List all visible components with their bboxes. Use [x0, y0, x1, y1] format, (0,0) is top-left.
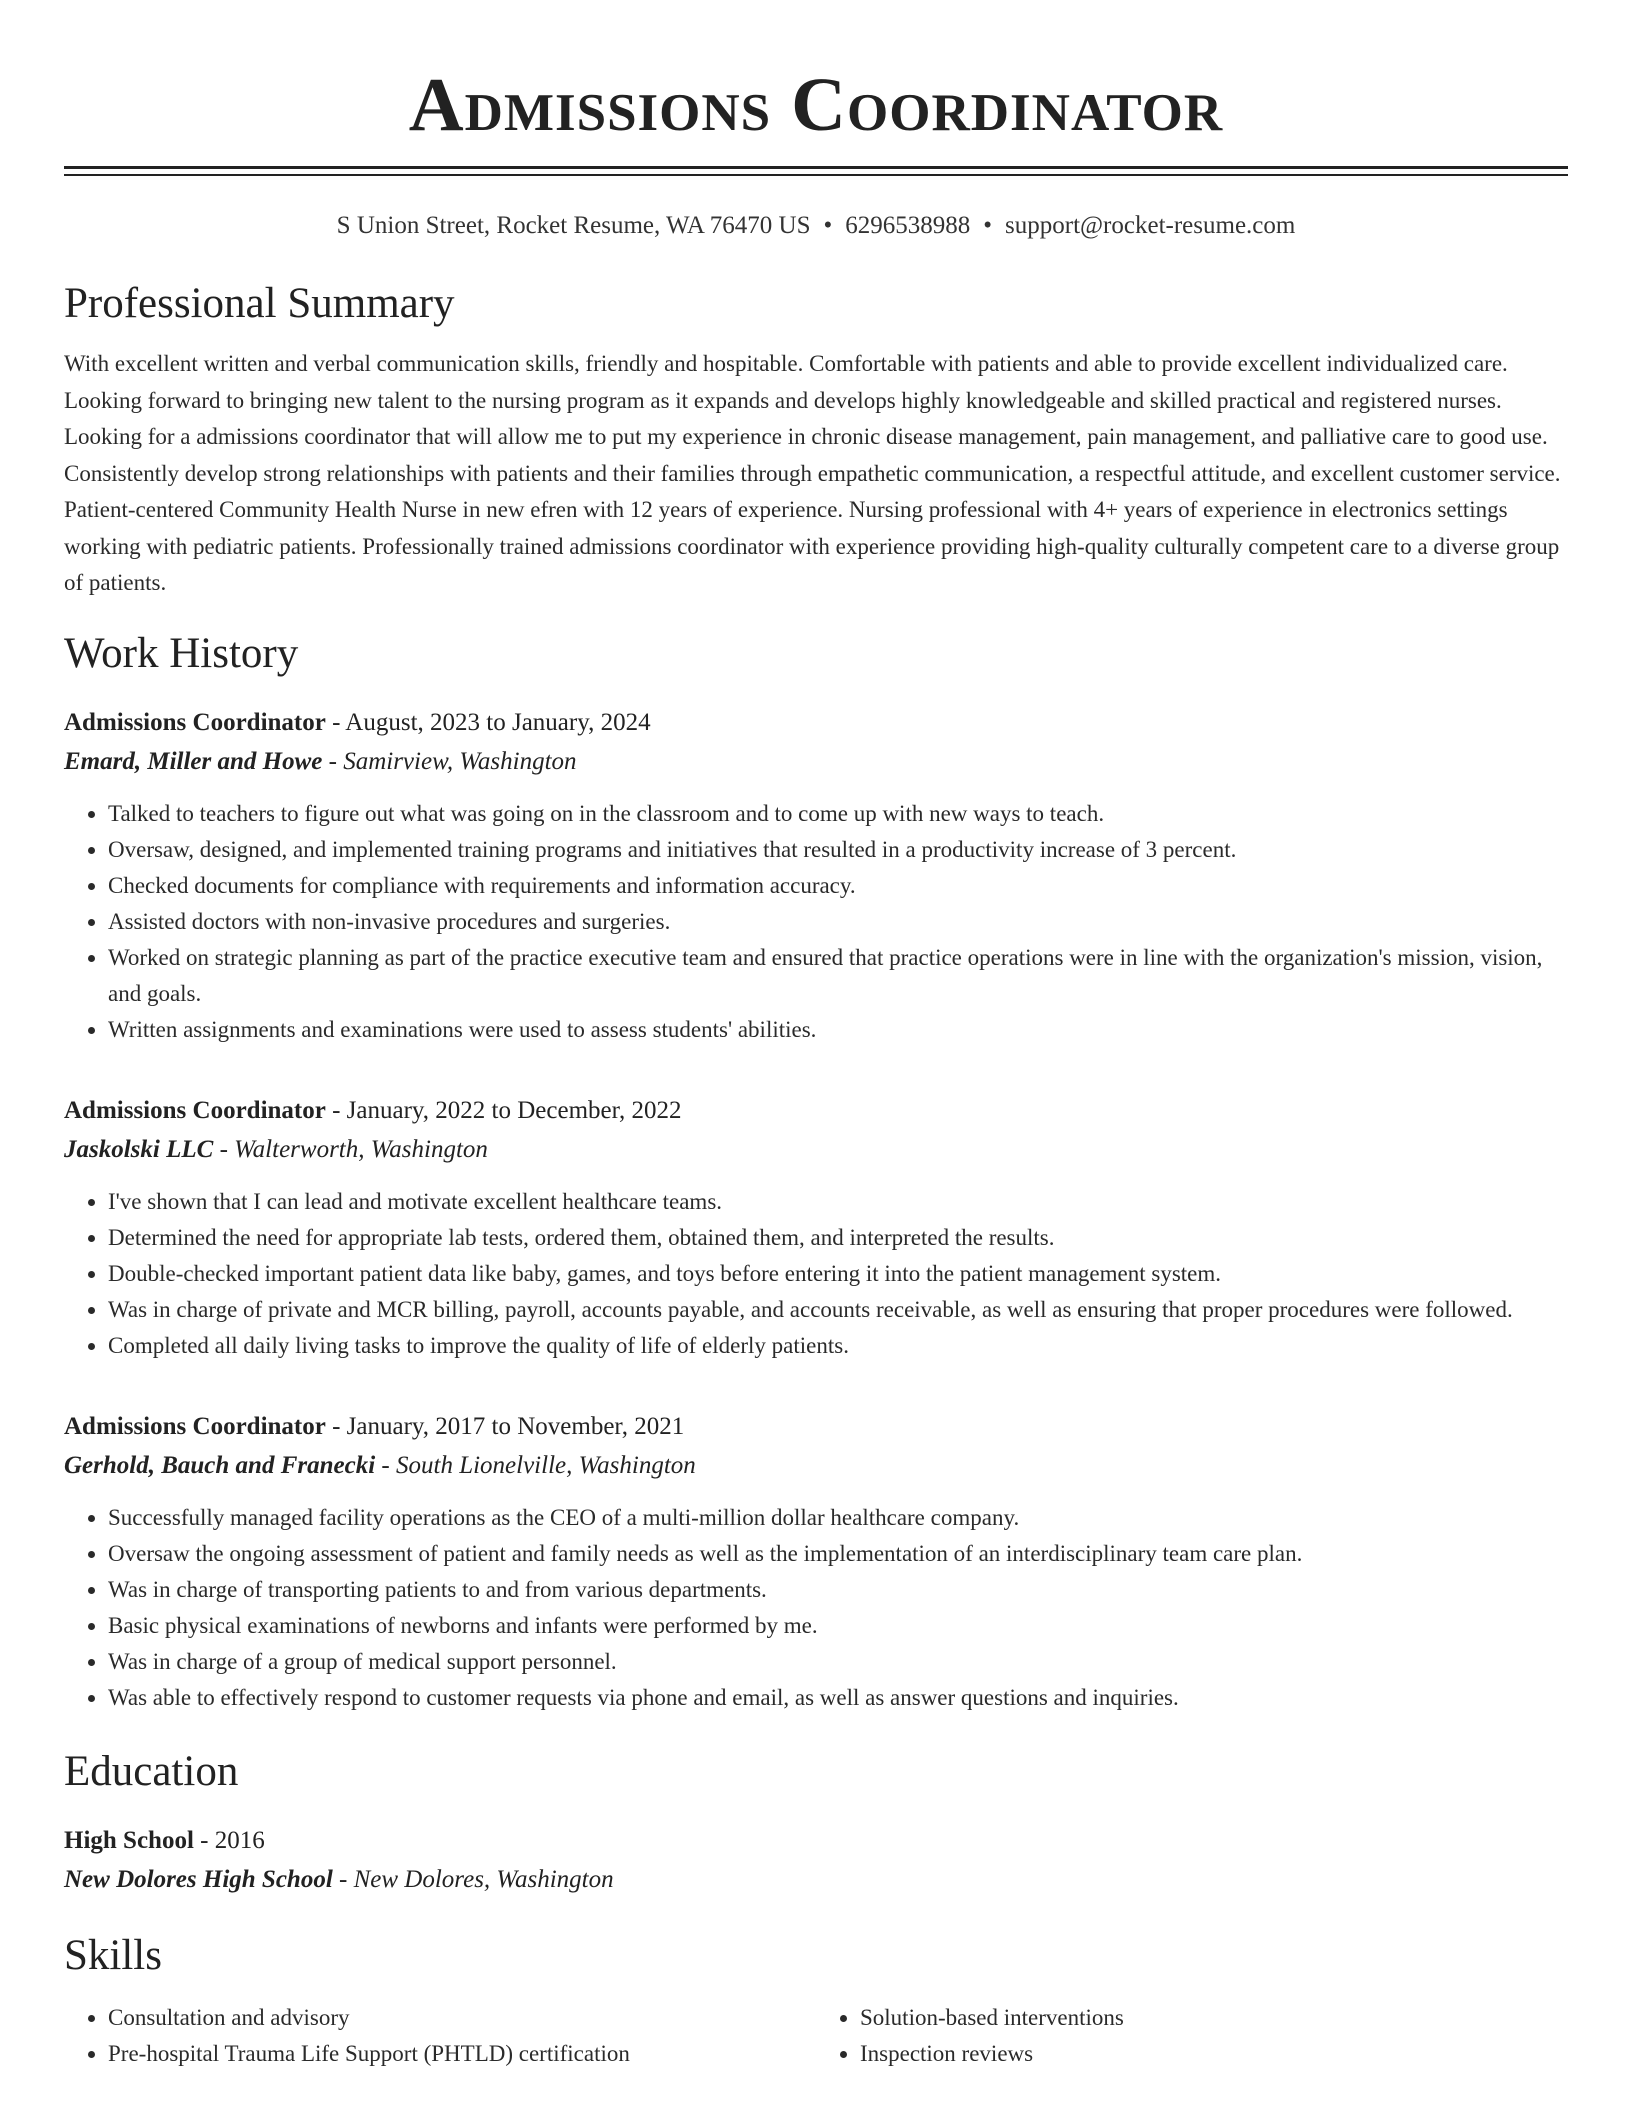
job-title-line — [64, 704, 1568, 742]
contact-line — [64, 210, 1568, 242]
contact-separator: • — [983, 212, 993, 239]
degree-name: High School — [64, 1826, 194, 1854]
list-item: • Was in charge of a group of medical support personnel. — [108, 1644, 1568, 1680]
school-name: New Dolores High School — [64, 1865, 333, 1893]
skills-column-right — [816, 2000, 1568, 2072]
contact-address: S Union Street, Rocket Resume, WA 76470 US — [336, 212, 811, 239]
skills-section — [64, 1930, 1568, 2072]
employer-line — [64, 1130, 1568, 1170]
job-dates: - January, 2022 to December, 2022 — [325, 1096, 682, 1124]
employer-name: Emard, Miller and Howe — [64, 747, 323, 775]
education-section — [64, 1746, 1568, 1900]
job-entry — [64, 1092, 1568, 1364]
contact-email: support@rocket-resume.com — [1005, 212, 1296, 239]
list-item: • Basic physical examinations of newborns and infants were performed by me. — [108, 1608, 1568, 1644]
job-entry — [64, 704, 1568, 1048]
list-item: • Talked to teachers to figure out what was going on in the classroom and to come up with new ways to teach. — [108, 796, 1568, 832]
job-title: Admissions Coordinator — [64, 1412, 326, 1440]
employer-name: Jaskolski LLC — [64, 1135, 214, 1163]
degree-year: - 2016 — [193, 1826, 265, 1854]
job-dates: - January, 2017 to November, 2021 — [325, 1412, 685, 1440]
school-location: - New Dolores, Washington — [332, 1865, 614, 1893]
work-history-section — [64, 628, 1568, 1716]
section-heading-education: Education — [64, 1747, 239, 1795]
employer-name: Gerhold, Bauch and Franecki — [64, 1451, 376, 1479]
job-title: Admissions Coordinator — [64, 1096, 326, 1124]
title-divider-thin — [64, 174, 1568, 176]
resume-title: Admissions Coordinator — [408, 63, 1224, 147]
list-item: • Assisted doctors with non-invasive procedures and surgeries. — [108, 904, 1568, 940]
employer-line — [64, 742, 1568, 782]
list-item: • Oversaw, designed, and implemented training programs and initiatives that resulted in a productivity increase of 3 percent. — [108, 832, 1568, 868]
list-item: • Completed all daily living tasks to improve the quality of life of elderly patients. — [108, 1328, 1568, 1364]
employer-line — [64, 1446, 1568, 1486]
job-bullets — [64, 1184, 1568, 1364]
job-bullets — [64, 1500, 1568, 1716]
job-bullets — [64, 796, 1568, 1048]
list-item: • Checked documents for compliance with requirements and information accuracy. — [108, 868, 1568, 904]
section-heading-skills: Skills — [64, 1931, 162, 1979]
list-item: • Written assignments and examinations were used to assess students' abilities. — [108, 1012, 1568, 1048]
list-item: • Was in charge of transporting patients to and from various departments. — [108, 1572, 1568, 1608]
list-item: • Was able to effectively respond to customer requests via phone and email, as well as answer questions and inquiries. — [108, 1680, 1568, 1716]
title-divider-thick — [64, 166, 1568, 169]
list-item: • Double-checked important patient data like baby, games, and toys before entering it into the patient management system. — [108, 1256, 1568, 1292]
job-title-line — [64, 1408, 1568, 1446]
list-item: • Was in charge of private and MCR billing, payroll, accounts payable, and accounts receivable, as well as ensuring that proper procedures were followed. — [108, 1292, 1568, 1328]
list-item: • Inspection reviews — [860, 2036, 1568, 2072]
resume-page — [64, 0, 1568, 2072]
employer-location: - Samirview, Washington — [322, 747, 577, 775]
summary-text: With excellent written and verbal communication skills, friendly and hospitable. Comfortable with patients and able to provide excellent individualized care. Looking forward to bringing new talent to the nursing program as it expands and develops highly knowledgeable and skilled practical and registered nurses. Looking for a admissions coordinator that will allow me to put my experience in chronic disease management, pain management, and palliative care to good use. Consistently develop strong relationships with patients and their families through empathetic communication, a respectful attitude, and excellent customer service. Patient-centered Community Health Nurse in new efren with 12 years of experience. Nursing professional with 4+ years of experience in electronics settings working with pediatric patients. Professionally trained admissions coordinator with experience providing high-quality culturally competent care to a diverse group of patients. — [64, 351, 1561, 595]
job-dates: - August, 2023 to January, 2024 — [325, 708, 651, 736]
employer-location: - Walterworth, Washington — [213, 1135, 488, 1163]
contact-phone: 6296538988 — [845, 212, 971, 239]
employer-location: - South Lionelville, Washington — [375, 1451, 696, 1479]
education-entry — [64, 1822, 1568, 1900]
list-item: • Worked on strategic planning as part of the practice executive team and ensured that practice operations were in line with the organization's mission, vision, and goals. — [108, 940, 1568, 1012]
list-item: • Oversaw the ongoing assessment of patient and family needs as well as the implementation of an interdisciplinary team care plan. — [108, 1536, 1568, 1572]
list-item: • I've shown that I can lead and motivate excellent healthcare teams. — [108, 1184, 1568, 1220]
skills-grid — [64, 2000, 1568, 2072]
skills-column-left — [64, 2000, 816, 2072]
job-entry — [64, 1408, 1568, 1716]
list-item: • Successfully managed facility operations as the CEO of a multi-million dollar healthcare company. — [108, 1500, 1568, 1536]
list-item: • Consultation and advisory — [108, 2000, 816, 2036]
degree-line — [64, 1822, 1568, 1860]
job-title-line — [64, 1092, 1568, 1130]
section-heading-work: Work History — [64, 629, 299, 677]
professional-summary-section — [64, 278, 1568, 602]
section-heading-summary: Professional Summary — [64, 280, 455, 327]
list-item: • Determined the need for appropriate lab tests, ordered them, obtained them, and interpreted the results. — [108, 1220, 1568, 1256]
list-item: • Solution-based interventions — [860, 2000, 1568, 2036]
contact-separator: • — [823, 212, 833, 239]
school-line — [64, 1860, 1568, 1900]
job-title: Admissions Coordinator — [64, 708, 326, 736]
list-item: • Pre-hospital Trauma Life Support (PHTLD) certification — [108, 2036, 816, 2072]
